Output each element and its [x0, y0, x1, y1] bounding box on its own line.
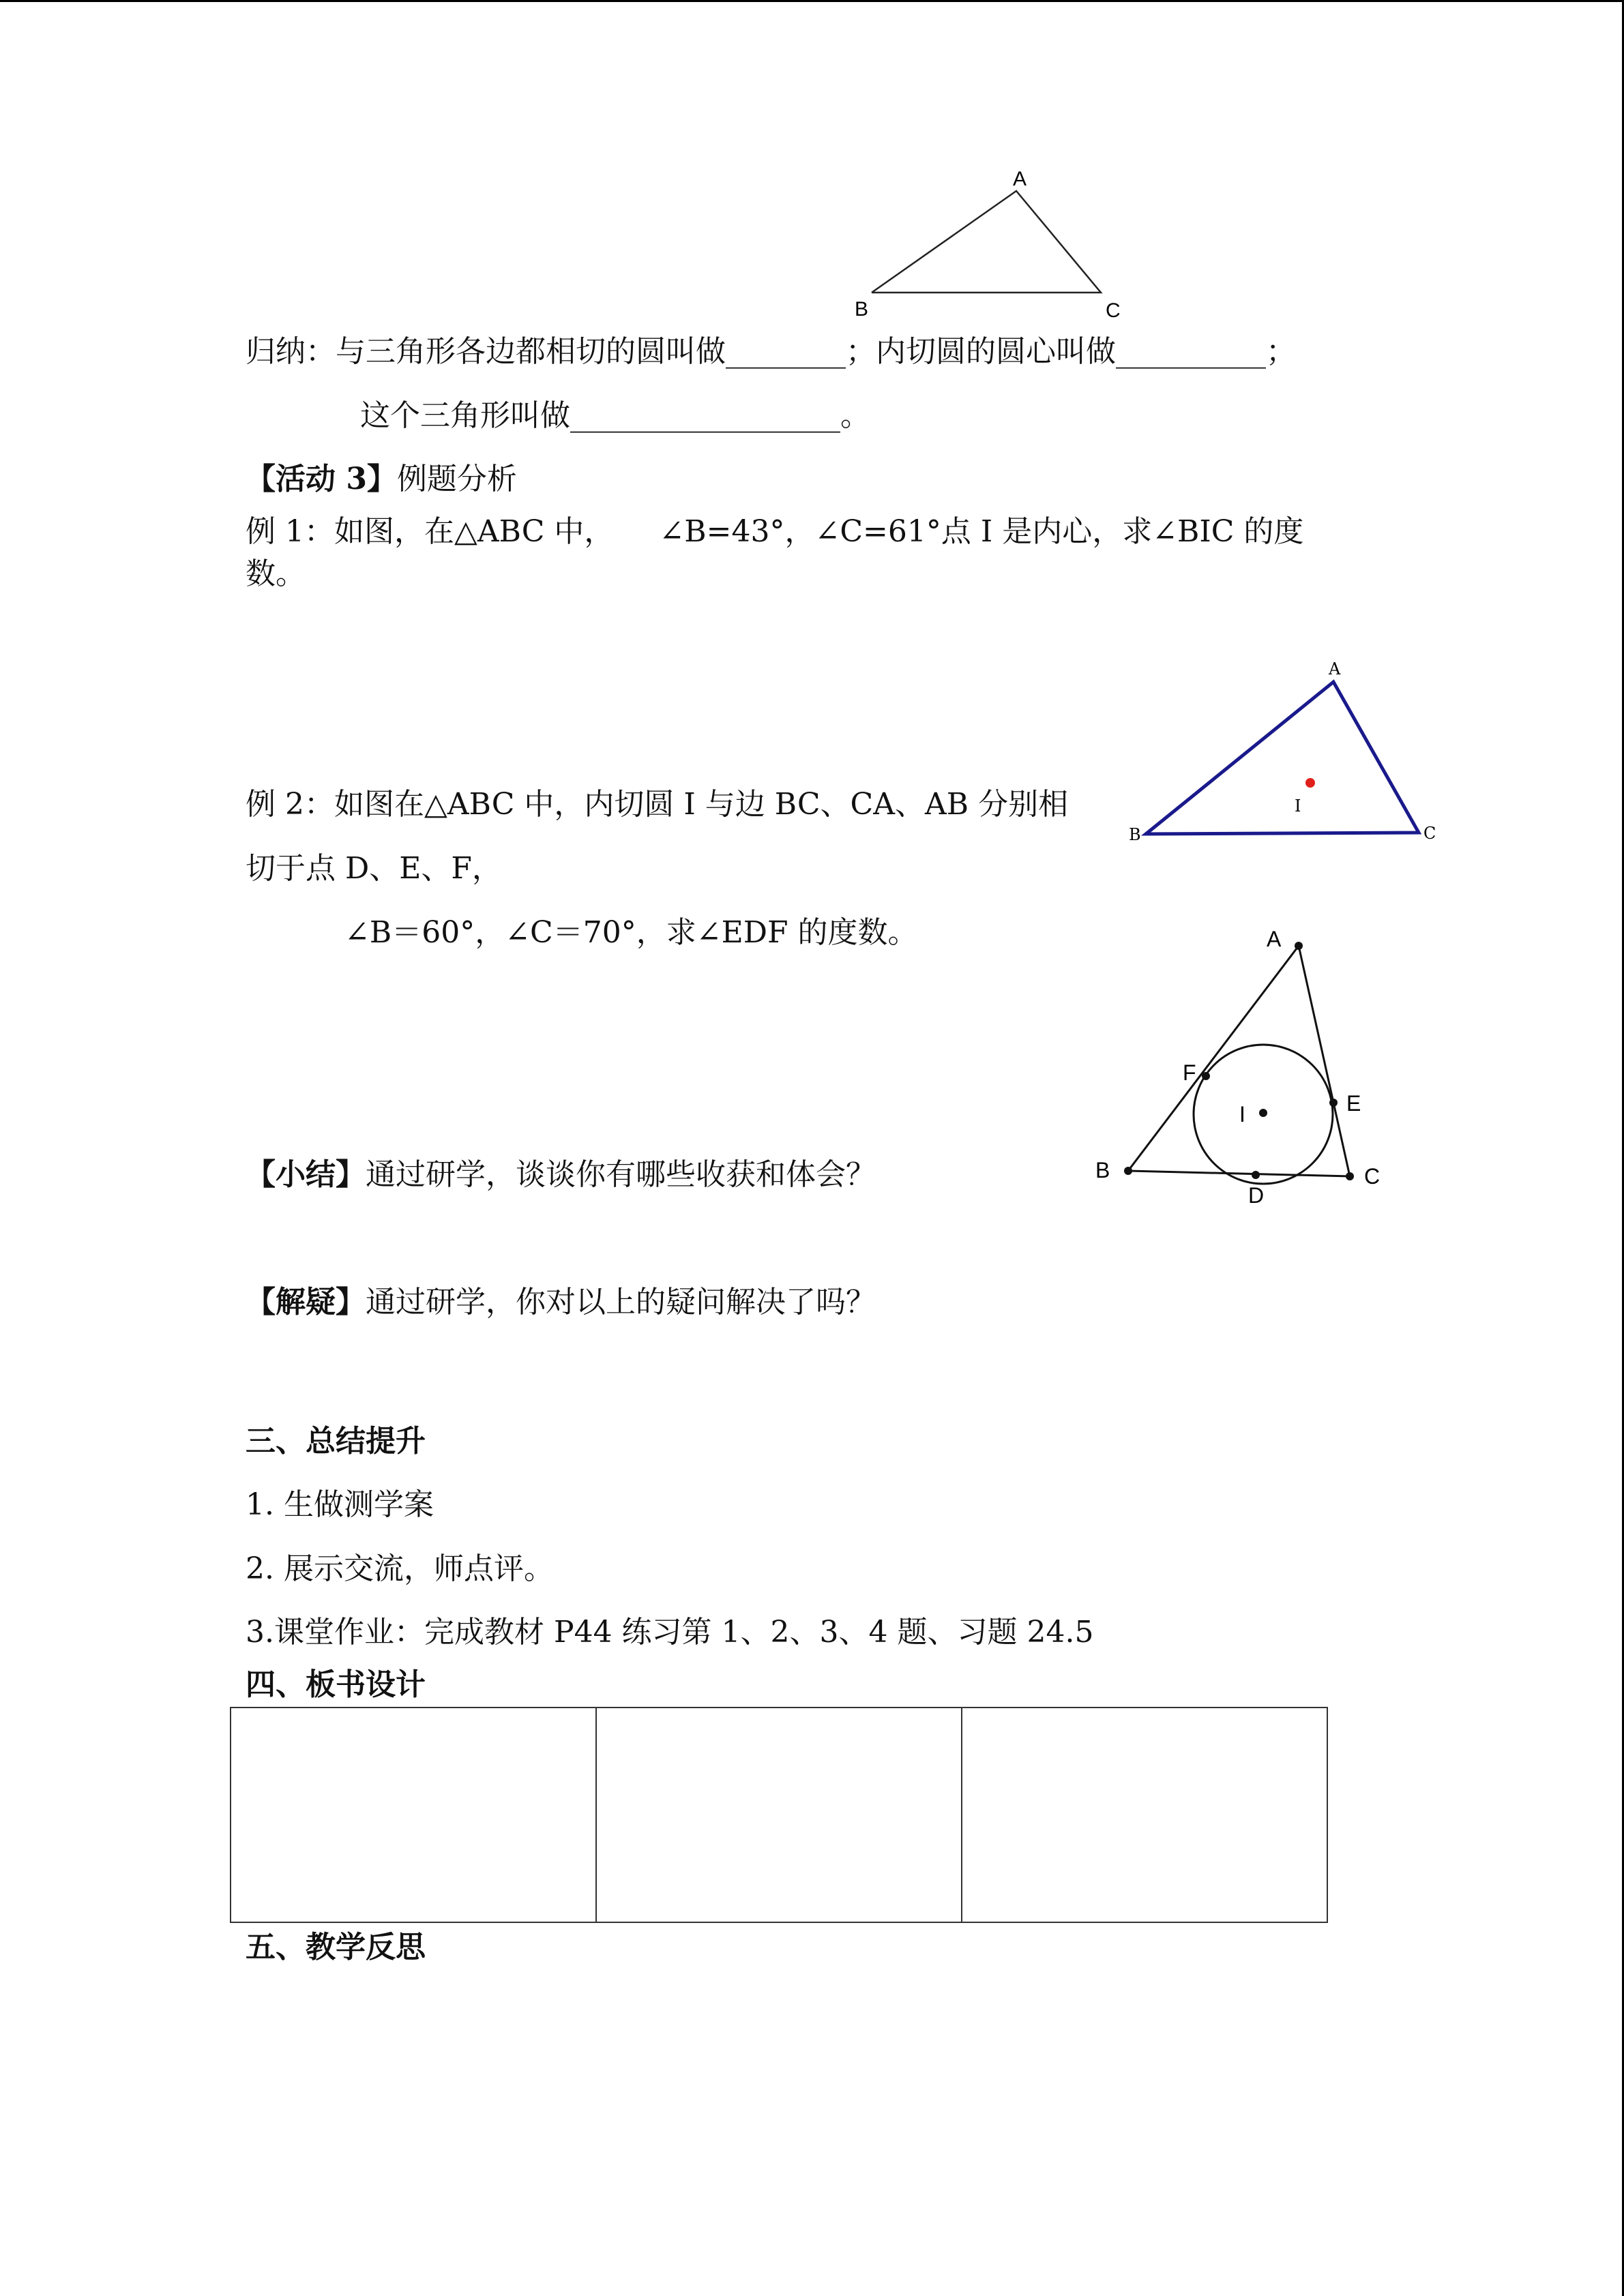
xiaojie-line [246, 1156, 876, 1194]
section4-title: 四、板书设计 [246, 1667, 426, 1702]
point-d [1252, 1171, 1260, 1179]
section3-item-3: 3.课堂作业：完成教材 P44 练习第 1、2、3、4 题、习题 24.5 [246, 1615, 1094, 1650]
fig1-label-b: B [855, 298, 869, 320]
fig1-label-c: C [1106, 299, 1121, 322]
example2-line-3: ∠B＝60°，∠C＝70°，求∠EDF 的度数。 [344, 915, 918, 950]
point-f [1202, 1072, 1210, 1080]
example2-line-2: 切于点 D、E、F， [246, 851, 502, 886]
section3-title: 三、总结提升 [246, 1424, 426, 1459]
fig2-label-a: A [1329, 659, 1341, 679]
section3-item-2: 2. 展示交流，师点评。 [246, 1551, 554, 1586]
fig3-label-b: B [1095, 1158, 1110, 1182]
fig3-label-c: C [1364, 1164, 1381, 1189]
summary-line-1: 归纳：与三角形各边都相切的圆叫做________；内切圆的圆心叫做__________； [246, 334, 1296, 369]
point-c [1346, 1172, 1354, 1180]
point-e [1329, 1099, 1338, 1107]
activity3-title: 例题分析 [396, 462, 517, 496]
fig2-label-c: C [1423, 824, 1436, 843]
jieyi-text: 通过研学，你对以上的疑问解决了吗？ [366, 1285, 876, 1320]
fig2-label-b: B [1129, 825, 1141, 844]
fig3-label-d: D [1248, 1183, 1265, 1208]
board-cell-2 [596, 1708, 962, 1922]
jieyi-line [246, 1283, 876, 1322]
point-i [1259, 1109, 1267, 1117]
fig3-label-e: E [1346, 1091, 1361, 1116]
fig3-label-a: A [1267, 927, 1282, 951]
triangle-abc-outer [1128, 946, 1350, 1176]
summary-line-2: 这个三角形叫做__________________。 [360, 398, 870, 433]
board-design-table [230, 1707, 1328, 1923]
fig3-label-f: F [1183, 1060, 1196, 1085]
section5-title: 五、教学反思 [246, 1930, 426, 1965]
jieyi-bracket: 【解疑】 [246, 1285, 366, 1320]
fig1-label-a: A [1013, 168, 1027, 190]
board-cell-1 [231, 1708, 596, 1922]
xiaojie-text: 通过研学，谈谈你有哪些收获和体会？ [366, 1157, 876, 1192]
board-table-row [231, 1708, 1327, 1922]
fig3-label-i: I [1239, 1102, 1245, 1127]
xiaojie-bracket: 【小结】 [246, 1157, 366, 1192]
point-b [1124, 1167, 1132, 1175]
board-cell-3 [962, 1708, 1327, 1922]
point-a [1295, 942, 1303, 950]
fig2-label-i: I [1295, 796, 1301, 816]
example1-line-2: 数。 [246, 556, 306, 591]
example1-line-1: 例 1：如图，在△ABC 中， ∠B=43°，∠C=61°点 I 是内心，求∠BIC 的度 [246, 514, 1304, 549]
section3-item-1: 1. 生做测学案 [246, 1487, 434, 1522]
example2-line-1: 例 2：如图在△ABC 中，内切圆 I 与边 BC、CA、AB 分别相 [246, 787, 1069, 822]
activity3-heading [246, 460, 517, 498]
activity3-bracket: 【活动 3】 [246, 462, 397, 496]
